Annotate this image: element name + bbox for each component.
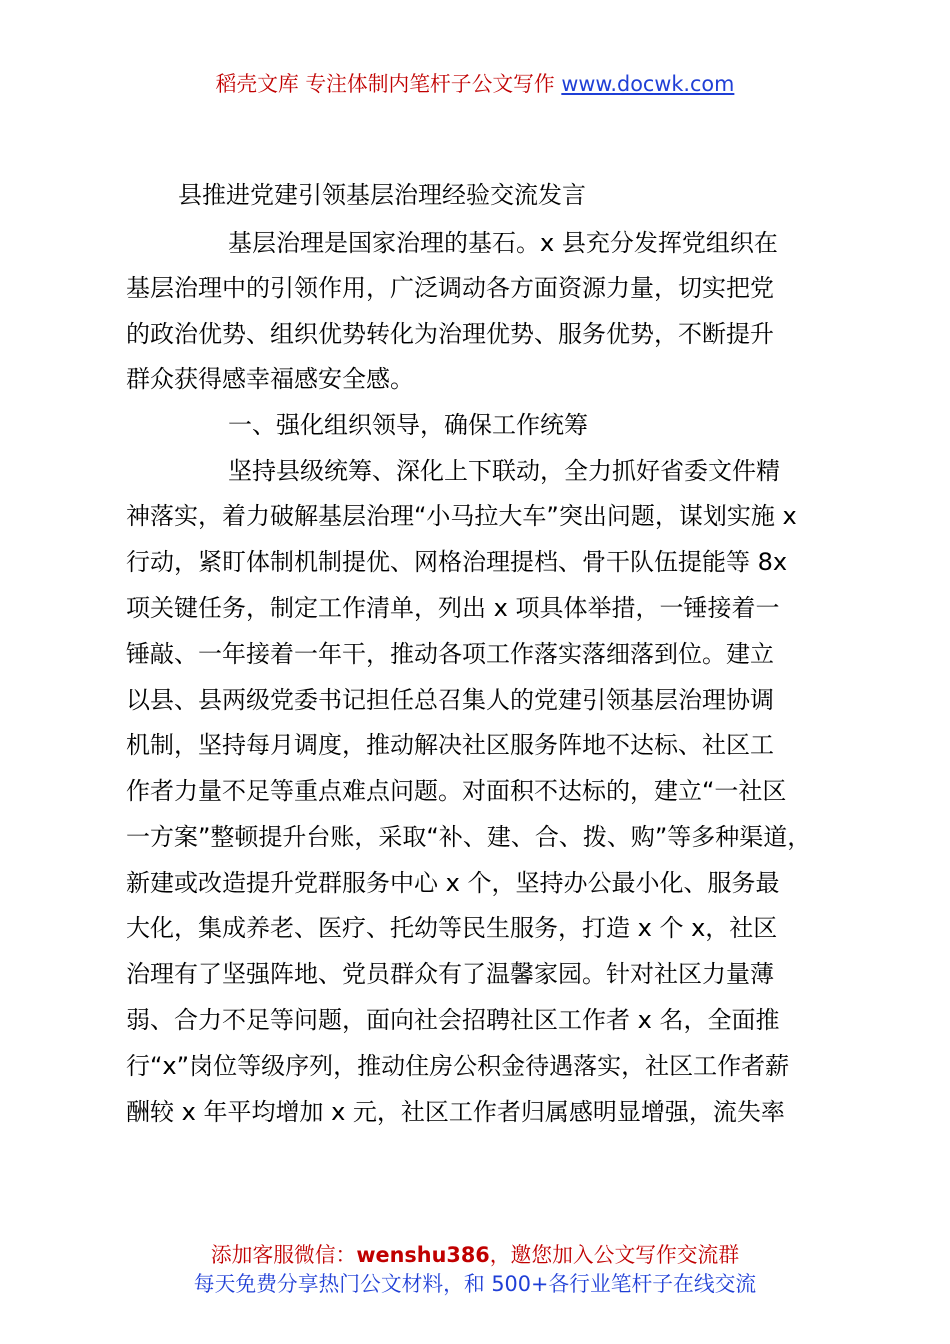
footer-promo-line: 每天免费分享热门公文材料，和 500+各行业笔杆子在线交流 — [193, 1272, 757, 1296]
body-line: 弱、合力不足等问题，面向社会招聘社区工作者 x 名，全面推 — [126, 1006, 780, 1034]
footer-contact-line — [5, 1241, 945, 1269]
body-line: 神落实，着力破解基层治理“小马拉大车”突出问题，谋划实施 x — [126, 502, 797, 530]
body-line: 基层治理是国家治理的基石。x 县充分发挥党组织在 — [228, 229, 778, 257]
body-line: 作者力量不足等重点难点问题。对面积不达标的，建立“一社区 — [126, 777, 787, 805]
body-line: 新建或改造提升党群服务中心 x 个，坚持办公最小化、服务最 — [126, 869, 780, 897]
body-line: 锤敲、一年接着一年干，推动各项工作落实落细落到位。建立 — [126, 640, 774, 668]
body-line: 以县、县两级党委书记担任总召集人的党建引领基层治理协调 — [126, 686, 774, 714]
body-line: 大化，集成养老、医疗、托幼等民生服务，打造 x 个 x，社区 — [126, 914, 778, 942]
body-line: 一方案”整顿提升台账，采取“补、建、合、拨、购”等多种渠道， — [126, 823, 812, 851]
footer-contact-prefix: 添加客服微信： — [210, 1243, 357, 1267]
body-line: 行动，紧盯体制机制提优、网格治理提档、骨干队伍提能等 8x — [126, 548, 788, 576]
body-line: 群众获得感幸福感安全感。 — [126, 365, 414, 393]
body-line: 机制，坚持每月调度，推动解决社区服务阵地不达标、社区工 — [126, 731, 774, 759]
body-line: 坚持县级统筹、深化上下联动，全力抓好省委文件精 — [228, 457, 780, 485]
document-title: 县推进党建引领基层治理经验交流发言 — [178, 181, 586, 209]
footer-contact-suffix: ，邀您加入公文写作交流群 — [489, 1243, 740, 1267]
body-line: 基层治理中的引领作用，广泛调动各方面资源力量，切实把党 — [126, 274, 774, 302]
body-line: 酬较 x 年平均增加 x 元，社区工作者归属感明显增强，流失率 — [126, 1098, 785, 1126]
body-line: 行“x”岗位等级序列，推动住房公积金待遇落实，社区工作者薪 — [126, 1052, 790, 1080]
body-line: 治理有了坚强阵地、党员群众有了温馨家园。针对社区力量薄 — [126, 960, 774, 988]
footer-wechat-id: wenshu386 — [356, 1243, 490, 1267]
page-header — [5, 70, 945, 98]
body-line: 项关键任务，制定工作清单，列出 x 项具体举措，一锤接着一 — [126, 594, 780, 622]
body-line: 的政治优势、组织优势转化为治理优势、服务优势，不断提升 — [126, 320, 774, 348]
header-url-link[interactable]: www.docwk.com — [561, 72, 735, 96]
header-brand: 稻壳文库 专注体制内笔杆子公文写作 — [215, 72, 555, 96]
section-heading: 一、强化组织领导，确保工作统筹 — [228, 411, 588, 439]
